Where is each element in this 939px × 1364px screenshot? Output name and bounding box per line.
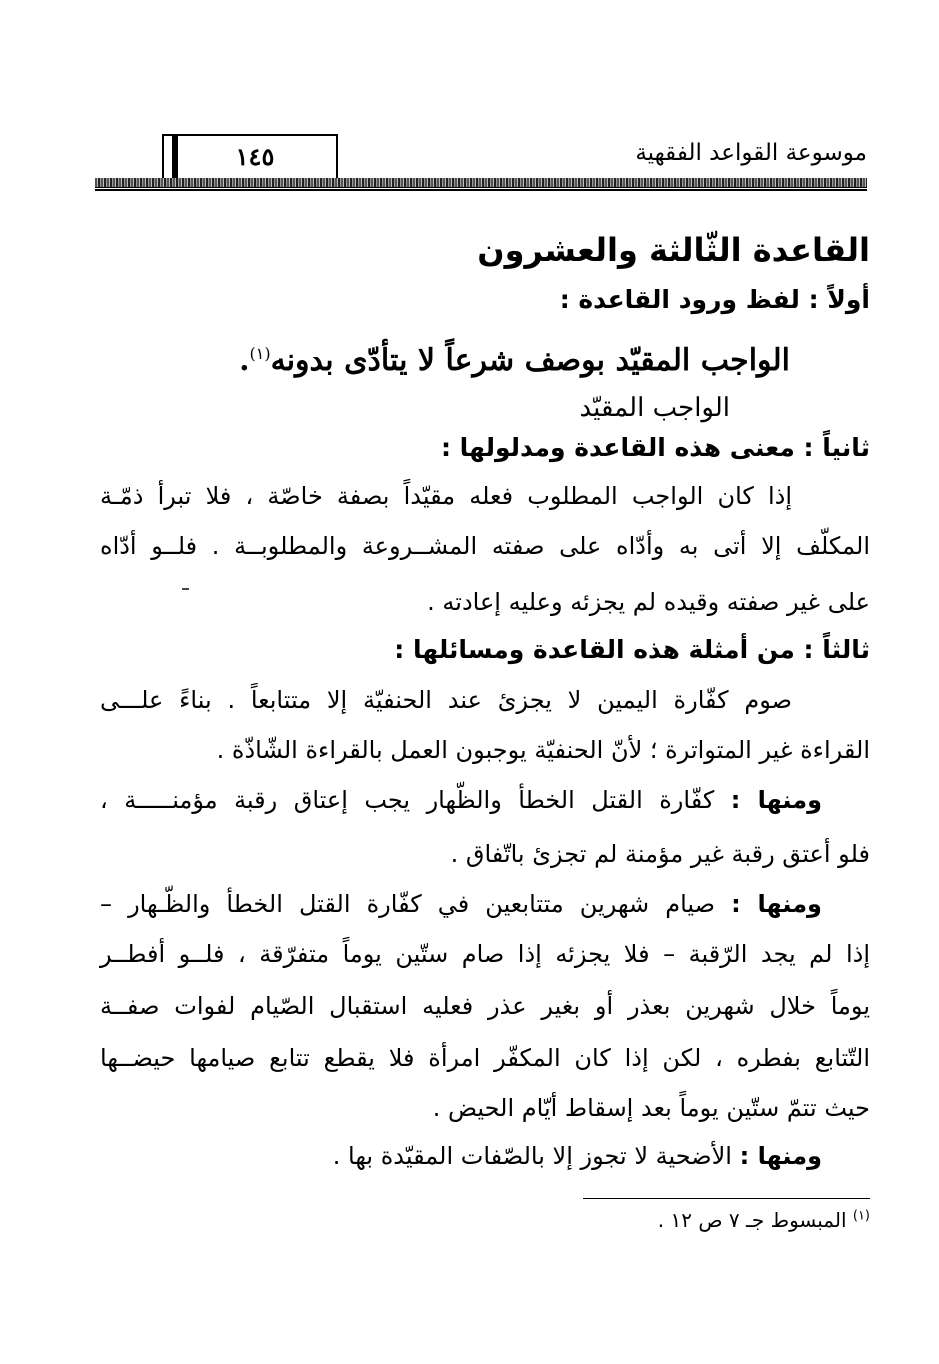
first-heading: أولاً : لفظ ورود القاعدة : — [559, 285, 870, 314]
third-p4-text: الأضحية لا تجوز إلا بالصّفات المقيّدة بها . — [332, 1142, 732, 1170]
third-p2-line-2: فلو أعتق رقبة غير مؤمنة لم تجزئ باتّفاق . — [450, 840, 870, 868]
rule-text: الواجب المقيّد بوصف شرعاً لا يتأدّى بدونه — [270, 343, 790, 378]
rule-statement — [100, 334, 790, 381]
third-p3-line-2: إذا لم يجد الرّقبة – فلا يجزئه إذا صام ستّين يوماً متفرّقة ، فلــو أفطــر — [100, 940, 870, 968]
rule-short-form: الواجب المقيّد — [579, 393, 730, 423]
page-number: ١٤٥ — [235, 142, 275, 171]
second-line-3: على غير صفته وقيده لم يجزئه وعليه إعادته . — [427, 588, 870, 616]
example-label: ومنها : — [731, 890, 822, 918]
page-body — [100, 0, 870, 1364]
third-p3-line-5: حيث تتمّ ستّين يوماً بعد إسقاط أيّام الحيض . — [432, 1094, 870, 1122]
third-p3-text: صيام شهرين متتابعين في كفّارة القتل الخطأ والظّـهار – — [100, 890, 716, 918]
footnote-ref: (١) — [852, 1208, 870, 1224]
third-p3-line-1 — [100, 888, 822, 920]
third-p1-line-2: القراءة غير المتواترة ؛ لأنّ الحنفيّة يوجبون العمل بالقراءة الشّاذّة . — [216, 736, 870, 764]
third-p3-line-4: التّتابع بفطره ، لكن إذا كان المكفّر امرأة فلا يقطع تتابع صيامها حيضــها — [100, 1044, 870, 1072]
third-p1-line-1: صوم كفّارة اليمين لا يجزئ عند الحنفيّة إلا متتابعاً . بناءً علـــى — [100, 686, 792, 714]
second-line-2: المكلّف إلا أتى به وأدّاه على صفته المشــروعة والمطلوبــة . فلــو أدّاه — [100, 532, 870, 560]
example-label: ومنها : — [739, 1142, 822, 1170]
footnote-text: المبسوط جـ ٧ ص ١٢ . — [657, 1208, 847, 1232]
third-p2-line-1 — [100, 784, 822, 816]
section-title: القاعدة الثّالثة والعشرون — [477, 231, 870, 269]
running-title: موسوعة القواعد الفقهية — [635, 140, 867, 166]
footnote — [658, 1208, 870, 1232]
second-line-1: إذا كان الواجب المطلوب فعله مقيّداً بصفة خاصّة ، فلا تبرأ ذمّـة — [100, 482, 792, 510]
third-p4 — [100, 1140, 822, 1172]
rule-footnote-ref: (١) — [249, 344, 271, 363]
example-label: ومنها : — [730, 786, 822, 814]
third-p3-line-3: يوماً خلال شهرين بعذر أو بغير عذر فعليه استقبال الصّيام لفوات صفــة — [100, 992, 870, 1020]
footnote-divider — [583, 1198, 870, 1199]
second-heading: ثانياً : معنى هذه القاعدة ومدلولها : — [440, 433, 870, 462]
rule-end: . — [239, 343, 250, 378]
scan-speck — [182, 588, 189, 590]
third-heading: ثالثاً : من أمثلة هذه القاعدة ومسائلها : — [394, 635, 870, 664]
third-p2-text: كفّارة القتل الخطأ والظّهار يجب إعتاق رقبة مؤمنـــــة ، — [100, 786, 715, 814]
